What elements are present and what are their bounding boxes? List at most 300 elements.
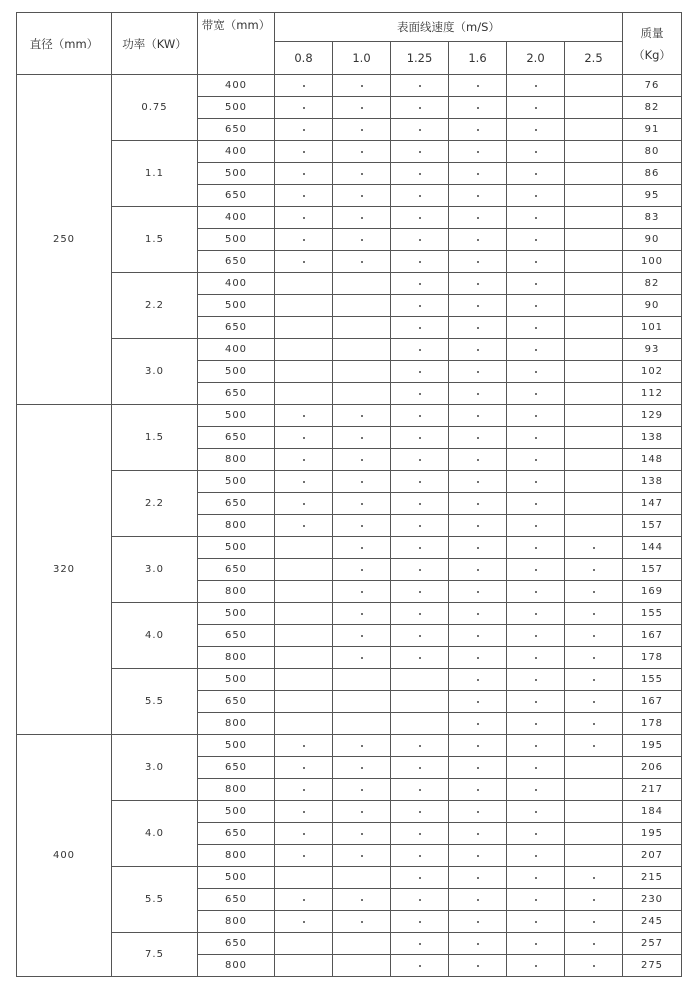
- available-dot-icon: [535, 239, 537, 241]
- speed-availability-cell: [391, 867, 449, 889]
- speed-availability-cell: [333, 229, 391, 251]
- available-dot-icon: [419, 129, 421, 131]
- speed-availability-cell: [449, 889, 507, 911]
- speed-availability-cell: [507, 97, 565, 119]
- speed-availability-cell: [565, 163, 623, 185]
- diameter-cell: 320: [17, 405, 112, 735]
- speed-availability-cell: [507, 141, 565, 163]
- speed-availability-cell: [565, 295, 623, 317]
- available-dot-icon: [593, 657, 595, 659]
- speed-availability-cell: [391, 361, 449, 383]
- available-dot-icon: [419, 855, 421, 857]
- speed-availability-cell: [449, 339, 507, 361]
- mass-cell: 245: [623, 911, 682, 933]
- table-row: [17, 933, 682, 955]
- speed-availability-cell: [275, 317, 333, 339]
- speed-availability-cell: [275, 669, 333, 691]
- speed-availability-cell: [449, 647, 507, 669]
- available-dot-icon: [477, 613, 479, 615]
- available-dot-icon: [593, 921, 595, 923]
- available-dot-icon: [477, 745, 479, 747]
- speed-availability-cell: [275, 559, 333, 581]
- speed-availability-cell: [449, 955, 507, 977]
- speed-availability-cell: [449, 383, 507, 405]
- speed-availability-cell: [333, 163, 391, 185]
- speed-availability-cell: [565, 691, 623, 713]
- speed-availability-cell: [275, 449, 333, 471]
- available-dot-icon: [477, 855, 479, 857]
- speed-availability-cell: [333, 889, 391, 911]
- available-dot-icon: [593, 547, 595, 549]
- speed-availability-cell: [507, 515, 565, 537]
- speed-availability-cell: [449, 295, 507, 317]
- speed-availability-cell: [275, 405, 333, 427]
- available-dot-icon: [361, 525, 363, 527]
- available-dot-icon: [535, 701, 537, 703]
- available-dot-icon: [303, 129, 305, 131]
- width-cell: 650: [198, 427, 275, 449]
- width-cell: 800: [198, 911, 275, 933]
- available-dot-icon: [361, 239, 363, 241]
- speed-availability-cell: [507, 361, 565, 383]
- power-cell: 1.1: [112, 141, 198, 207]
- available-dot-icon: [361, 173, 363, 175]
- power-cell: 3.0: [112, 339, 198, 405]
- speed-availability-cell: [507, 845, 565, 867]
- width-cell: 650: [198, 757, 275, 779]
- width-cell: 650: [198, 185, 275, 207]
- available-dot-icon: [535, 415, 537, 417]
- speed-availability-cell: [391, 427, 449, 449]
- speed-availability-cell: [391, 735, 449, 757]
- power-cell: 1.5: [112, 405, 198, 471]
- power-cell: 2.2: [112, 273, 198, 339]
- available-dot-icon: [361, 547, 363, 549]
- available-dot-icon: [419, 811, 421, 813]
- available-dot-icon: [303, 921, 305, 923]
- available-dot-icon: [303, 745, 305, 747]
- available-dot-icon: [535, 129, 537, 131]
- available-dot-icon: [361, 503, 363, 505]
- available-dot-icon: [535, 657, 537, 659]
- available-dot-icon: [419, 217, 421, 219]
- power-cell: 0.75: [112, 75, 198, 141]
- speed-availability-cell: [449, 471, 507, 493]
- available-dot-icon: [477, 767, 479, 769]
- speed-header: 表面线速度（m/S）: [275, 13, 623, 42]
- available-dot-icon: [535, 855, 537, 857]
- width-cell: 500: [198, 603, 275, 625]
- available-dot-icon: [535, 151, 537, 153]
- speed-availability-cell: [565, 647, 623, 669]
- speed-availability-cell: [391, 823, 449, 845]
- available-dot-icon: [477, 547, 479, 549]
- speed-availability-cell: [507, 801, 565, 823]
- speed-availability-cell: [391, 119, 449, 141]
- available-dot-icon: [419, 283, 421, 285]
- speed-availability-cell: [507, 669, 565, 691]
- speed-availability-cell: [391, 845, 449, 867]
- speed-availability-cell: [391, 383, 449, 405]
- speed-availability-cell: [507, 119, 565, 141]
- speed-availability-cell: [275, 163, 333, 185]
- speed-availability-cell: [333, 757, 391, 779]
- speed-availability-cell: [565, 581, 623, 603]
- speed-availability-cell: [449, 603, 507, 625]
- speed-availability-cell: [391, 97, 449, 119]
- speed-availability-cell: [565, 669, 623, 691]
- width-cell: 500: [198, 229, 275, 251]
- available-dot-icon: [535, 305, 537, 307]
- speed-availability-cell: [333, 449, 391, 471]
- available-dot-icon: [419, 943, 421, 945]
- available-dot-icon: [419, 745, 421, 747]
- speed-availability-cell: [565, 229, 623, 251]
- speed-availability-cell: [565, 97, 623, 119]
- width-cell: 650: [198, 383, 275, 405]
- speed-availability-cell: [507, 427, 565, 449]
- speed-availability-cell: [333, 251, 391, 273]
- speed-availability-cell: [275, 889, 333, 911]
- available-dot-icon: [477, 811, 479, 813]
- available-dot-icon: [477, 393, 479, 395]
- speed-availability-cell: [275, 427, 333, 449]
- speed-availability-cell: [391, 713, 449, 735]
- speed-availability-cell: [333, 427, 391, 449]
- available-dot-icon: [477, 437, 479, 439]
- speed-availability-cell: [507, 647, 565, 669]
- power-cell: 2.2: [112, 471, 198, 537]
- available-dot-icon: [419, 415, 421, 417]
- available-dot-icon: [361, 217, 363, 219]
- speed-availability-cell: [449, 515, 507, 537]
- available-dot-icon: [303, 811, 305, 813]
- mass-cell: 157: [623, 559, 682, 581]
- speed-availability-cell: [565, 449, 623, 471]
- speed-availability-cell: [449, 97, 507, 119]
- speed-availability-cell: [391, 471, 449, 493]
- available-dot-icon: [419, 459, 421, 461]
- available-dot-icon: [535, 503, 537, 505]
- available-dot-icon: [477, 195, 479, 197]
- available-dot-icon: [419, 503, 421, 505]
- speed-availability-cell: [391, 779, 449, 801]
- speed-availability-cell: [275, 691, 333, 713]
- speed-availability-cell: [449, 713, 507, 735]
- available-dot-icon: [361, 811, 363, 813]
- table-row: [17, 141, 682, 163]
- mass-cell: 100: [623, 251, 682, 273]
- available-dot-icon: [419, 547, 421, 549]
- speed-availability-cell: [507, 559, 565, 581]
- available-dot-icon: [477, 481, 479, 483]
- speed-availability-cell: [565, 757, 623, 779]
- power-cell: 7.5: [112, 933, 198, 977]
- available-dot-icon: [419, 635, 421, 637]
- speed-availability-cell: [449, 845, 507, 867]
- speed-availability-cell: [333, 317, 391, 339]
- speed-availability-cell: [507, 405, 565, 427]
- available-dot-icon: [419, 305, 421, 307]
- available-dot-icon: [477, 569, 479, 571]
- available-dot-icon: [361, 789, 363, 791]
- speed-availability-cell: [449, 229, 507, 251]
- speed-col-header: 1.6: [449, 42, 507, 75]
- speed-availability-cell: [449, 867, 507, 889]
- available-dot-icon: [535, 899, 537, 901]
- available-dot-icon: [535, 833, 537, 835]
- width-cell: 400: [198, 339, 275, 361]
- width-cell: 650: [198, 625, 275, 647]
- mass-cell: 167: [623, 691, 682, 713]
- width-cell: 800: [198, 779, 275, 801]
- speed-availability-cell: [507, 537, 565, 559]
- speed-availability-cell: [333, 515, 391, 537]
- mass-cell: 80: [623, 141, 682, 163]
- mass-header-line2: （Kg）: [633, 47, 671, 62]
- speed-availability-cell: [333, 97, 391, 119]
- available-dot-icon: [535, 745, 537, 747]
- available-dot-icon: [593, 899, 595, 901]
- speed-availability-cell: [507, 625, 565, 647]
- speed-availability-cell: [333, 471, 391, 493]
- width-cell: 800: [198, 845, 275, 867]
- speed-availability-cell: [391, 273, 449, 295]
- speed-availability-cell: [507, 493, 565, 515]
- speed-availability-cell: [275, 251, 333, 273]
- speed-availability-cell: [391, 889, 449, 911]
- available-dot-icon: [303, 459, 305, 461]
- speed-availability-cell: [333, 713, 391, 735]
- width-cell: 800: [198, 449, 275, 471]
- power-cell: 5.5: [112, 669, 198, 735]
- available-dot-icon: [419, 767, 421, 769]
- speed-col-header: 2.0: [507, 42, 565, 75]
- mass-cell: 90: [623, 295, 682, 317]
- speed-availability-cell: [275, 273, 333, 295]
- available-dot-icon: [419, 833, 421, 835]
- speed-availability-cell: [507, 163, 565, 185]
- width-cell: 400: [198, 141, 275, 163]
- width-cell: 500: [198, 669, 275, 691]
- available-dot-icon: [535, 635, 537, 637]
- speed-availability-cell: [333, 141, 391, 163]
- available-dot-icon: [303, 833, 305, 835]
- speed-availability-cell: [565, 317, 623, 339]
- available-dot-icon: [303, 767, 305, 769]
- available-dot-icon: [419, 965, 421, 967]
- speed-availability-cell: [565, 427, 623, 449]
- speed-availability-cell: [565, 515, 623, 537]
- speed-availability-cell: [275, 207, 333, 229]
- speed-availability-cell: [275, 141, 333, 163]
- mass-cell: 275: [623, 955, 682, 977]
- speed-availability-cell: [507, 229, 565, 251]
- width-cell: 800: [198, 955, 275, 977]
- speed-availability-cell: [333, 361, 391, 383]
- speed-availability-cell: [333, 493, 391, 515]
- speed-availability-cell: [391, 75, 449, 97]
- available-dot-icon: [593, 877, 595, 879]
- width-cell: 650: [198, 317, 275, 339]
- speed-availability-cell: [391, 405, 449, 427]
- available-dot-icon: [535, 943, 537, 945]
- speed-availability-cell: [333, 779, 391, 801]
- speed-availability-cell: [333, 823, 391, 845]
- speed-availability-cell: [275, 955, 333, 977]
- mass-cell: 207: [623, 845, 682, 867]
- mass-header-line1: 质量: [640, 25, 664, 40]
- speed-availability-cell: [391, 801, 449, 823]
- speed-availability-cell: [391, 449, 449, 471]
- available-dot-icon: [419, 789, 421, 791]
- available-dot-icon: [535, 877, 537, 879]
- available-dot-icon: [419, 899, 421, 901]
- mass-cell: 155: [623, 603, 682, 625]
- mass-cell: 90: [623, 229, 682, 251]
- speed-availability-cell: [449, 801, 507, 823]
- mass-cell: 178: [623, 713, 682, 735]
- speed-availability-cell: [449, 119, 507, 141]
- speed-availability-cell: [565, 625, 623, 647]
- speed-availability-cell: [391, 295, 449, 317]
- speed-availability-cell: [275, 75, 333, 97]
- speed-availability-cell: [565, 405, 623, 427]
- mass-cell: 217: [623, 779, 682, 801]
- speed-availability-cell: [275, 119, 333, 141]
- speed-availability-cell: [449, 185, 507, 207]
- speed-availability-cell: [391, 317, 449, 339]
- available-dot-icon: [477, 283, 479, 285]
- speed-availability-cell: [507, 955, 565, 977]
- table-row: [17, 801, 682, 823]
- table-row: [17, 75, 682, 97]
- speed-availability-cell: [565, 471, 623, 493]
- speed-availability-cell: [391, 537, 449, 559]
- speed-availability-cell: [333, 867, 391, 889]
- speed-availability-cell: [507, 295, 565, 317]
- speed-availability-cell: [391, 207, 449, 229]
- available-dot-icon: [593, 701, 595, 703]
- available-dot-icon: [419, 371, 421, 373]
- available-dot-icon: [419, 877, 421, 879]
- available-dot-icon: [361, 613, 363, 615]
- width-cell: 500: [198, 361, 275, 383]
- width-cell: 650: [198, 691, 275, 713]
- speed-availability-cell: [333, 647, 391, 669]
- mass-cell: 91: [623, 119, 682, 141]
- speed-availability-cell: [565, 801, 623, 823]
- available-dot-icon: [419, 591, 421, 593]
- speed-availability-cell: [333, 735, 391, 757]
- available-dot-icon: [419, 921, 421, 923]
- speed-availability-cell: [507, 779, 565, 801]
- speed-availability-cell: [275, 185, 333, 207]
- mass-cell: 184: [623, 801, 682, 823]
- available-dot-icon: [477, 657, 479, 659]
- mass-cell: 169: [623, 581, 682, 603]
- speed-availability-cell: [449, 933, 507, 955]
- spec-table-container: [16, 12, 682, 977]
- speed-availability-cell: [449, 537, 507, 559]
- speed-availability-cell: [333, 625, 391, 647]
- available-dot-icon: [535, 481, 537, 483]
- available-dot-icon: [419, 195, 421, 197]
- speed-availability-cell: [507, 603, 565, 625]
- width-cell: 650: [198, 119, 275, 141]
- available-dot-icon: [303, 855, 305, 857]
- speed-availability-cell: [449, 581, 507, 603]
- available-dot-icon: [535, 393, 537, 395]
- mass-cell: 257: [623, 933, 682, 955]
- speed-availability-cell: [391, 339, 449, 361]
- available-dot-icon: [419, 173, 421, 175]
- available-dot-icon: [593, 745, 595, 747]
- available-dot-icon: [303, 239, 305, 241]
- speed-availability-cell: [275, 823, 333, 845]
- speed-availability-cell: [391, 625, 449, 647]
- available-dot-icon: [477, 85, 479, 87]
- speed-availability-cell: [449, 735, 507, 757]
- mass-cell: 112: [623, 383, 682, 405]
- speed-availability-cell: [275, 647, 333, 669]
- available-dot-icon: [303, 85, 305, 87]
- diameter-cell: 250: [17, 75, 112, 405]
- available-dot-icon: [477, 877, 479, 879]
- speed-availability-cell: [449, 779, 507, 801]
- speed-availability-cell: [565, 603, 623, 625]
- mass-cell: 82: [623, 273, 682, 295]
- available-dot-icon: [361, 85, 363, 87]
- speed-availability-cell: [449, 823, 507, 845]
- speed-availability-cell: [507, 471, 565, 493]
- speed-availability-cell: [565, 75, 623, 97]
- speed-availability-cell: [565, 779, 623, 801]
- mass-cell: 83: [623, 207, 682, 229]
- width-cell: 400: [198, 75, 275, 97]
- available-dot-icon: [303, 195, 305, 197]
- available-dot-icon: [419, 437, 421, 439]
- width-cell: 500: [198, 537, 275, 559]
- power-header: 功率（KW）: [112, 13, 198, 75]
- available-dot-icon: [535, 437, 537, 439]
- width-cell: 500: [198, 801, 275, 823]
- speed-availability-cell: [391, 493, 449, 515]
- table-row: [17, 867, 682, 889]
- speed-availability-cell: [275, 339, 333, 361]
- speed-availability-cell: [333, 669, 391, 691]
- speed-availability-cell: [507, 273, 565, 295]
- table-row: [17, 669, 682, 691]
- available-dot-icon: [419, 481, 421, 483]
- available-dot-icon: [419, 261, 421, 263]
- speed-availability-cell: [391, 691, 449, 713]
- speed-availability-cell: [391, 141, 449, 163]
- speed-availability-cell: [275, 603, 333, 625]
- mass-cell: 215: [623, 867, 682, 889]
- available-dot-icon: [477, 459, 479, 461]
- speed-col-header: 1.25: [391, 42, 449, 75]
- speed-availability-cell: [333, 603, 391, 625]
- available-dot-icon: [477, 151, 479, 153]
- available-dot-icon: [535, 107, 537, 109]
- speed-availability-cell: [449, 317, 507, 339]
- available-dot-icon: [593, 679, 595, 681]
- available-dot-icon: [477, 305, 479, 307]
- speed-availability-cell: [275, 97, 333, 119]
- available-dot-icon: [535, 283, 537, 285]
- width-cell: 500: [198, 471, 275, 493]
